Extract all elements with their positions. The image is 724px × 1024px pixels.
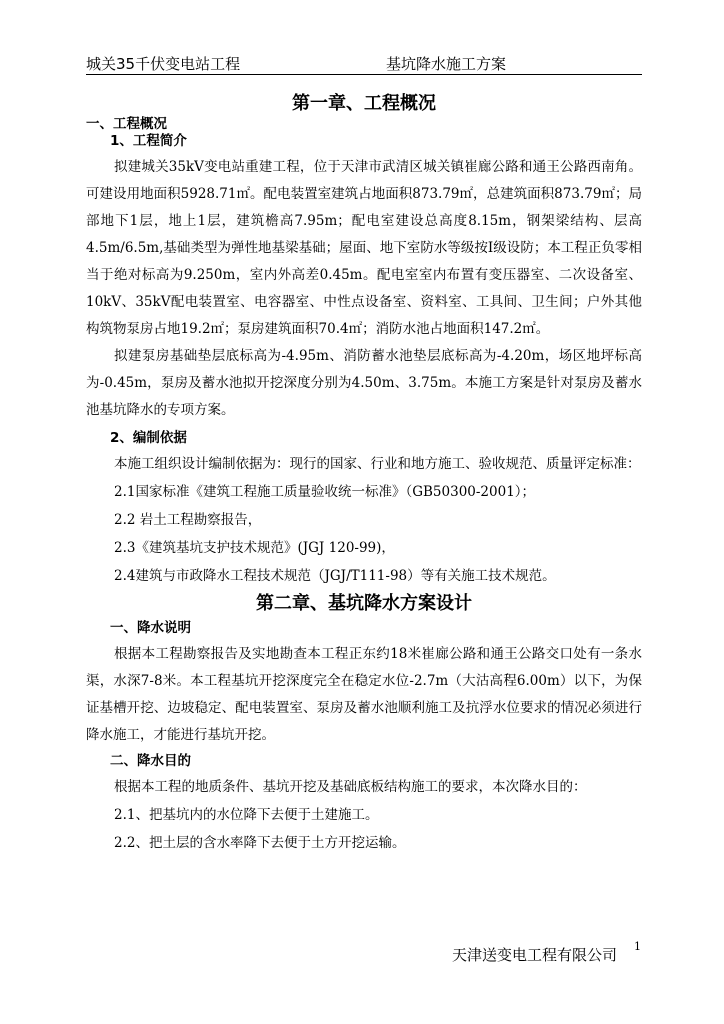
page-header [86,52,642,75]
reference-item: 2.3《建筑基坑支护技术规范》(JGJ 120-99)， [114,540,395,556]
paragraph: 根据本工程的地质条件、基坑开挖及基础底板结构施工的要求，本次降水目的： [114,779,587,795]
section-heading: 二、降水目的 [110,753,191,769]
document-body [86,92,642,857]
reference-item: 2.2 岩土工程勘察报告， [114,512,262,528]
subsection-heading: 2、编制依据 [110,430,187,446]
header-document-title: 基坑降水施工方案 [386,55,507,73]
paragraph: 拟建城关35kV变电站重建工程，位于天津市武清区城关镇崔廊公路和通王公路西南角。可建设用地面积5928.71㎡。配电装置室建筑占地面积873.79㎡，总建筑面积873.79㎡；局部地下1层，地上1层，建筑檐高7.95m；配电室建设总高度8.15m，钢架梁结构、层高4.5m/6.5m,基础类型为弹性地基梁基础；屋面、地下室防水等级按Ⅰ级设防；本工程正负零相当于绝对标高为9.250m，室内外高差0.45m。配电室室内布置有变压器室、二次设备室、10kV、35kV配电装置室、电容器室、中性点设备室、资料室、工具间、卫生间；户外其他构筑物泵房占地19.2㎡；泵房建筑面积70.4㎡；消防水池占地面积147.2㎡。 [86,159,642,337]
chapter-2-title: 第二章、基坑降水方案设计 [256,593,472,614]
paragraph: 根据本工程勘察报告及实地勘查本工程正东约18米崔廊公路和通王公路交口处有一条水渠，水深7-8米。本工程基坑开挖深度完全在稳定水位-2.7m（大沽高程6.00m）以下，为保证基槽开挖、边坡稳定、配电装置室、泵房及蓄水池顺利施工及抗浮水位要求的情况必须进行降水施工，才能进行基坑开挖。 [86,646,642,743]
list-item: 2.1、把基坑内的水位降下去便于土建施工。 [114,807,379,823]
page-number: 1 [634,940,641,953]
subsection-heading: 1、工程简介 [110,133,187,149]
footer-company: 天津送变电工程有限公司 [452,946,618,964]
paragraph: 拟建泵房基础垫层底标高为-4.95m、消防蓄水池垫层底标高为-4.20m，场区地坪标高为-0.45m，泵房及蓄水池拟开挖深度分别为4.50m、3.75m。本施工方案是针对泵房及蓄水池基坑降水的专项方案。 [86,348,642,418]
chapter-1-title: 第一章、工程概况 [292,93,436,114]
section-heading: 一、降水说明 [110,620,191,636]
header-project-name: 城关35千伏变电站工程 [86,55,241,73]
reference-item: 2.4建筑与市政降水工程技术规范（JGJ/T111-98）等有关施工技术规范。 [114,568,556,584]
reference-item: 2.1国家标准《建筑工程施工质量验收统一标准》（GB50300-2001）； [114,484,536,500]
paragraph: 本施工组织设计编制依据为：现行的国家、行业和地方施工、验收规范、质量评定标准： [114,456,641,472]
list-item: 2.2、把土层的含水率降下去便于土方开挖运输。 [114,835,406,851]
section-heading: 一、工程概况 [86,116,167,132]
